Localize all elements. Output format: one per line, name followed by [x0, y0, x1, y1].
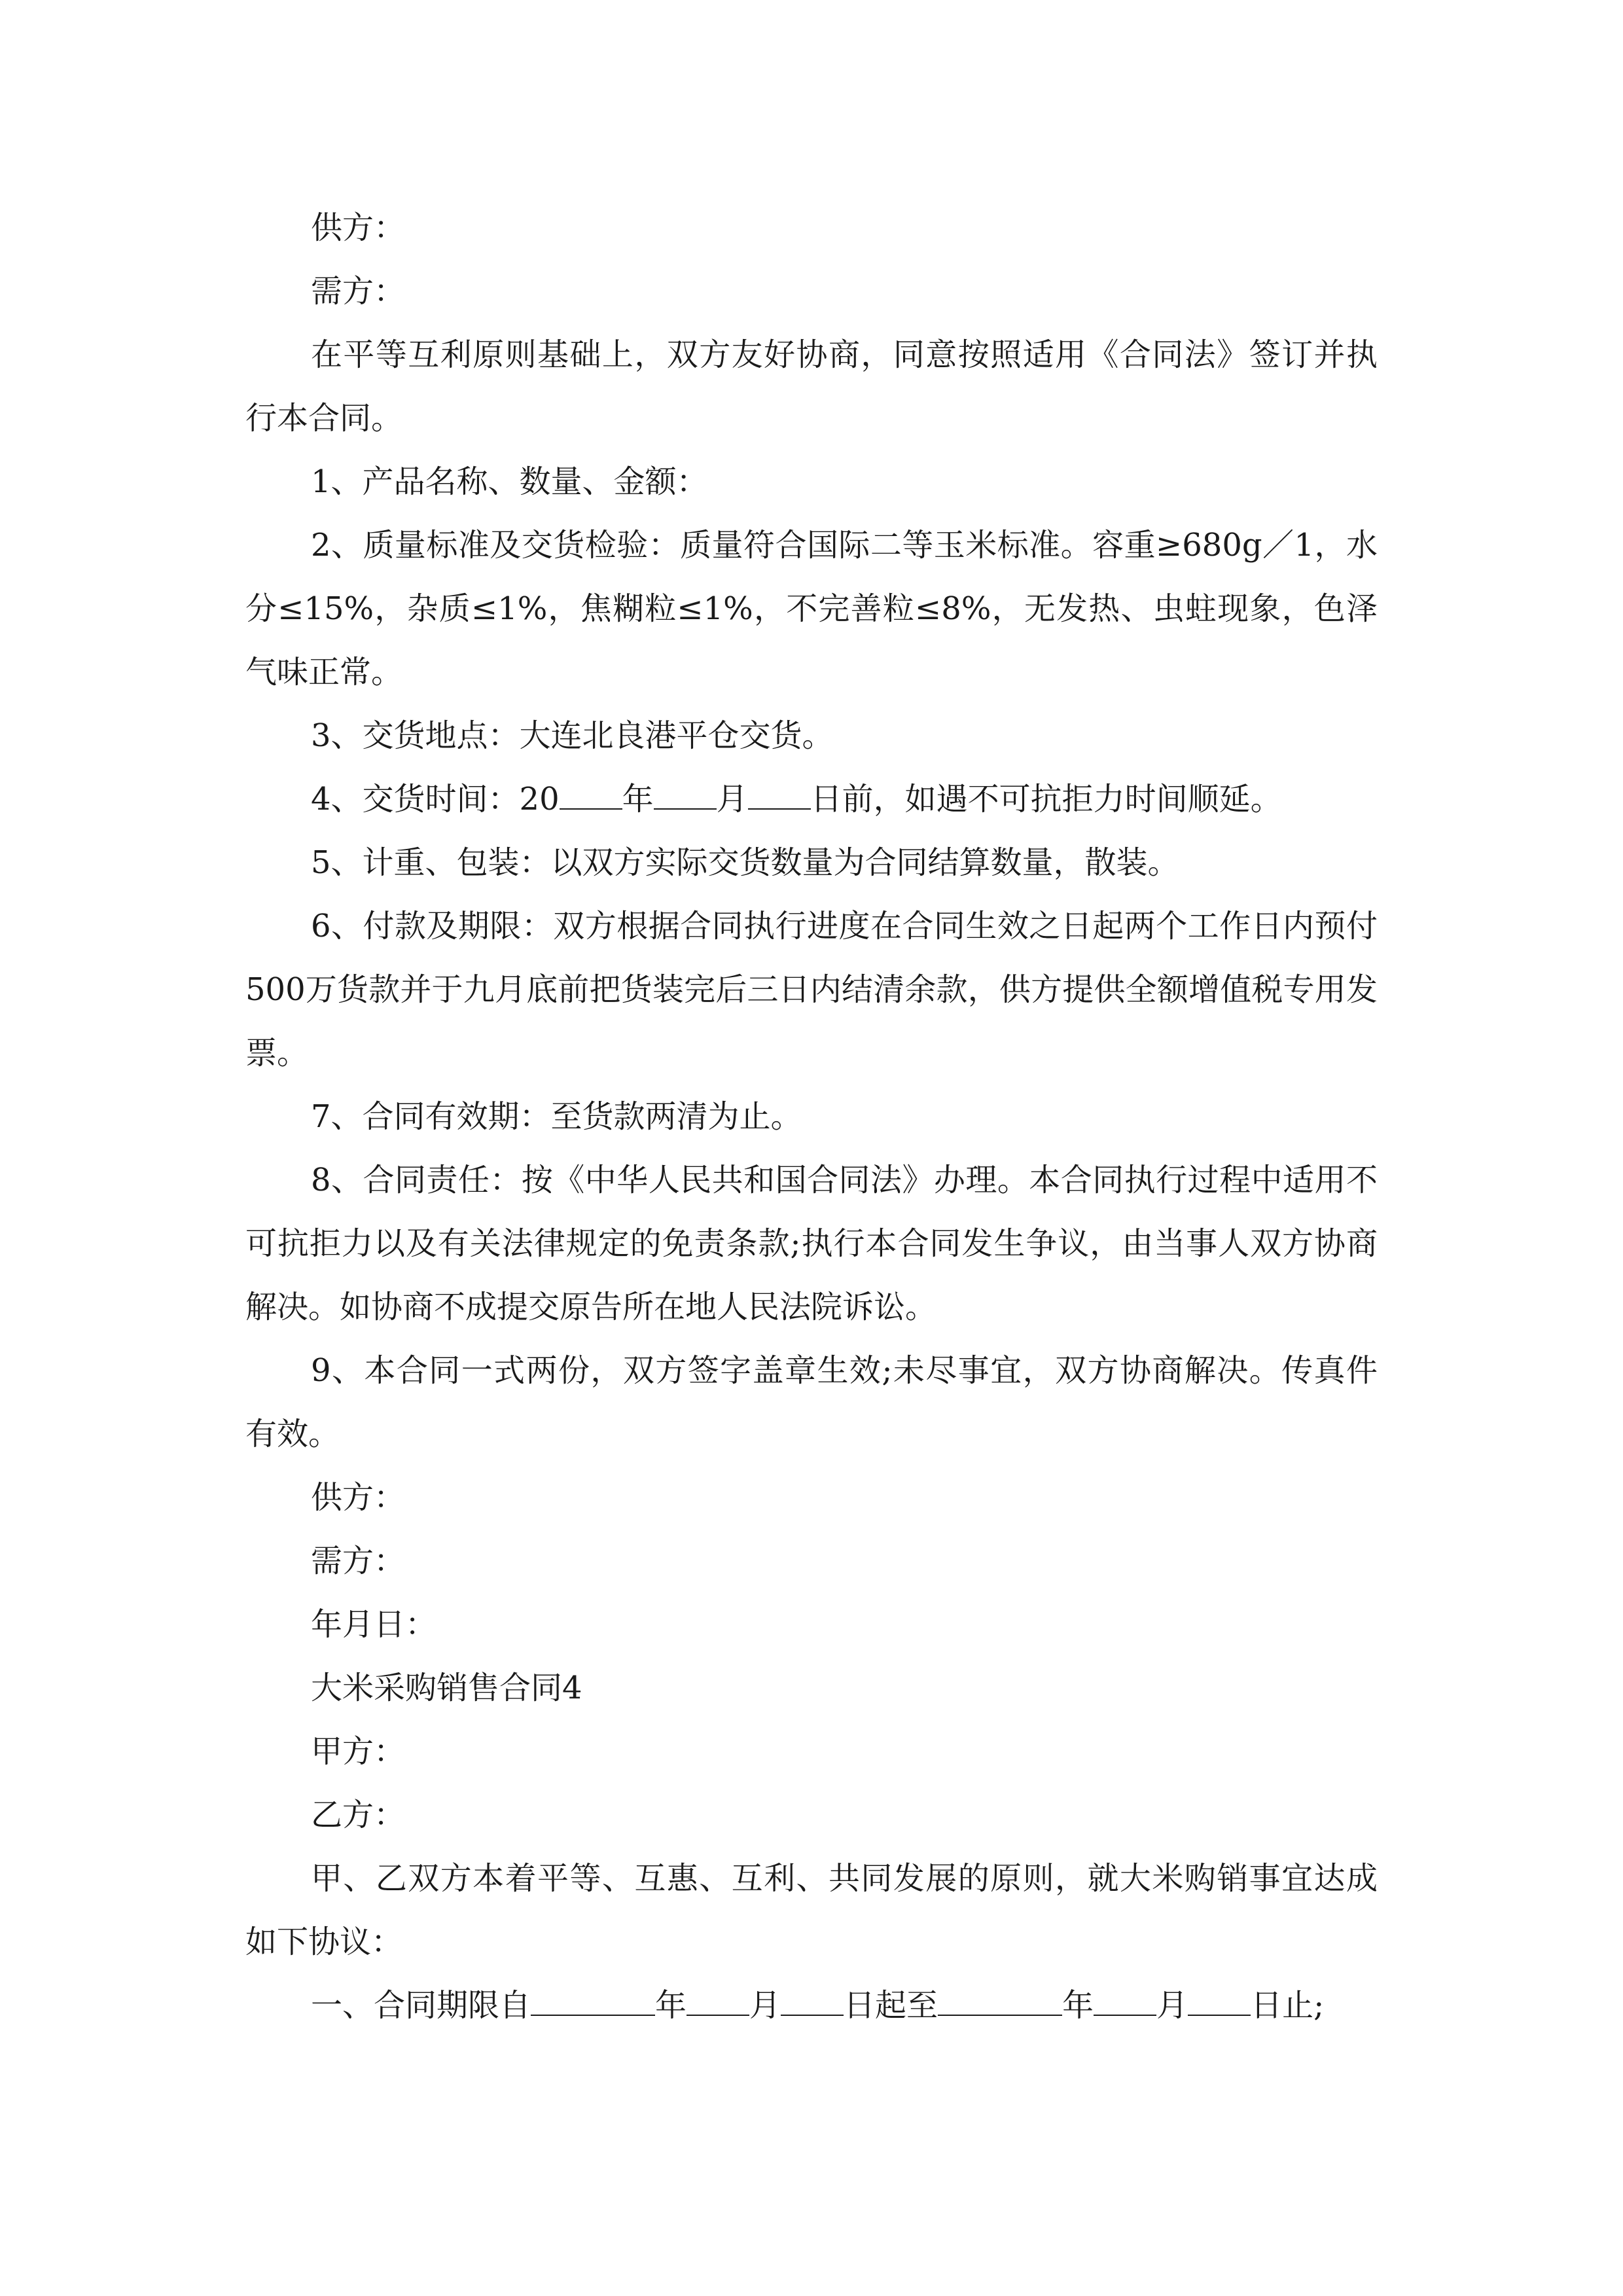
clause-9: 9、本合同一式两份，双方签字盖章生效;未尽事宜，双方协商解决。传真件有效。	[245, 1352, 1378, 1452]
date-label: 年月日：	[311, 1606, 437, 1643]
clause-8: 8、合同责任：按《中华人民共和国合同法》办理。本合同执行过程中适用不可抗拒力以及有关法律规定的免责条款;执行本合同发生争议，由当事人双方协商解决。如协商不成提交原告所在地人民法院诉讼。	[245, 1162, 1378, 1325]
term-clause	[245, 1974, 1378, 2037]
fill-blank	[531, 1988, 655, 2016]
clause-1: 1、产品名称、数量、金额：	[311, 463, 708, 500]
clause-4-suffix: 日前，如遇不可抗拒力时间顺延。	[810, 781, 1282, 817]
fill-blank	[1094, 1988, 1156, 2016]
document-body	[245, 196, 1378, 2037]
term-from: 日起至	[844, 1987, 938, 2024]
party-a-label: 甲方：	[311, 1733, 406, 1770]
clause-4-prefix: 4、交货时间：20	[311, 781, 560, 817]
fill-blank	[654, 782, 717, 810]
fill-blank	[748, 782, 811, 810]
intro-paragraph: 在平等互利原则基础上，双方友好协商，同意按照适用《合同法》签订并执行本合同。	[245, 336, 1378, 437]
term-year: 年	[655, 1987, 687, 2024]
term-month-2: 月	[1156, 1987, 1188, 2024]
supplier-label: 供方：	[311, 209, 406, 246]
buyer-signature-label: 需方：	[311, 1543, 406, 1579]
clause-4	[245, 768, 1378, 831]
intro-paragraph-2: 甲、乙双方本着平等、互惠、互利、共同发展的原则，就大米购销事宜达成如下协议：	[245, 1860, 1378, 1960]
clause-4-month: 月	[716, 781, 748, 817]
fill-blank	[781, 1988, 844, 2016]
fill-blank	[1188, 1988, 1251, 2016]
clause-6: 6、付款及期限：双方根据合同执行进度在合同生效之日起两个工作日内预付500万货款并于九月底前把货装完后三日内结清余款，供方提供全额增值税专用发票。	[245, 908, 1378, 1071]
buyer-label: 需方：	[311, 273, 406, 310]
fill-blank	[560, 782, 622, 810]
section-title: 大米采购销售合同4	[311, 1670, 582, 1706]
clause-5: 5、计重、包装：以双方实际交货数量为合同结算数量，散装。	[311, 844, 1179, 881]
supplier-signature-label: 供方：	[311, 1479, 406, 1516]
clause-3: 3、交货地点：大连北良港平仓交货。	[311, 717, 834, 754]
term-year-2: 年	[1062, 1987, 1094, 2024]
clause-4-year: 年	[622, 781, 654, 817]
term-month: 月	[749, 1987, 781, 2024]
term-end: 日止;	[1251, 1987, 1325, 2024]
party-b-label: 乙方：	[311, 1797, 406, 1833]
fill-blank	[938, 1988, 1062, 2016]
term-prefix: 一、合同期限自	[311, 1987, 531, 2024]
fill-blank	[687, 1988, 749, 2016]
clause-2: 2、质量标准及交货检验：质量符合国际二等玉米标准。容重≥680g／1，水分≤15%，杂质≤1%，焦糊粒≤1%，不完善粒≤8%，无发热、虫蛀现象，色泽气味正常。	[245, 527, 1378, 691]
clause-7: 7、合同有效期：至货款两清为止。	[311, 1098, 802, 1135]
